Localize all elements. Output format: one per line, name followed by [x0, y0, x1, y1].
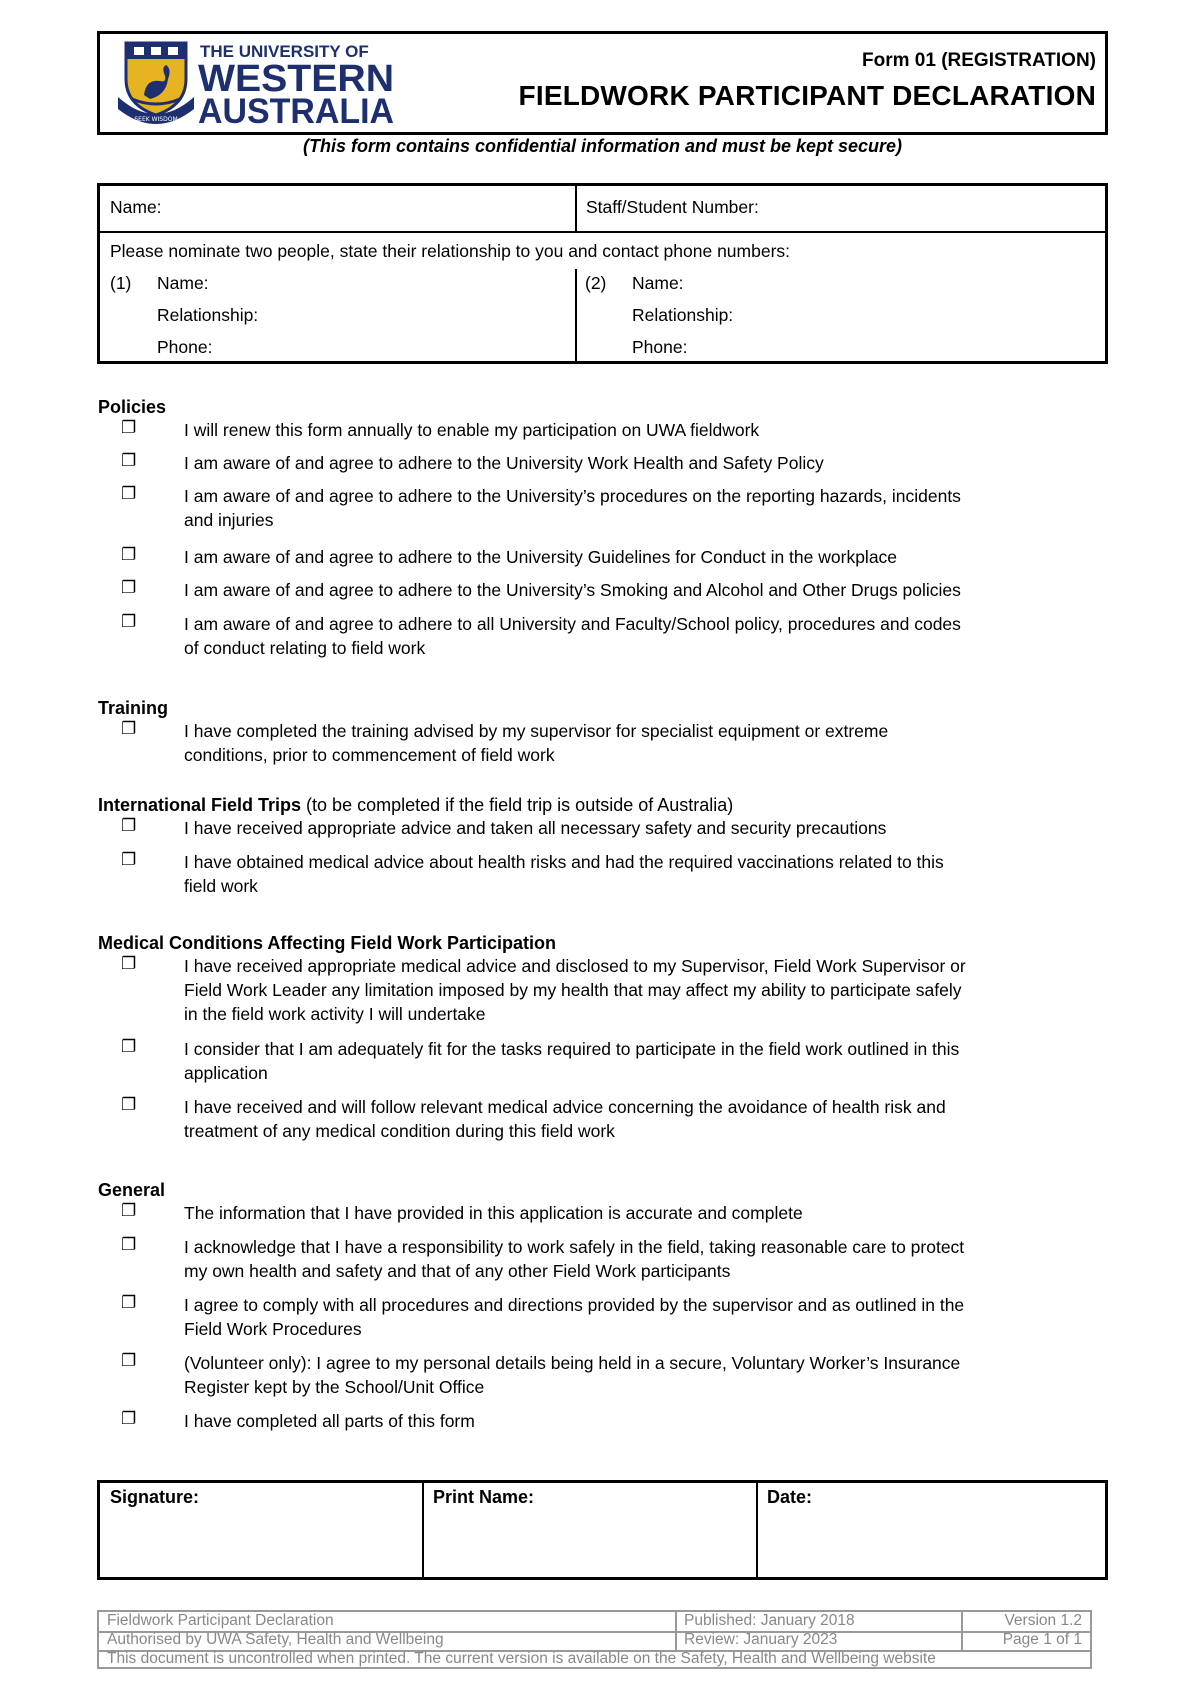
checklist-item-line: I have received appropriate medical advice and disclosed to my Supervisor, Field Work Supervisor or: [184, 956, 966, 976]
table-divider: [756, 1483, 758, 1577]
participant-details-table: [97, 183, 1108, 364]
checkbox[interactable]: ❐: [121, 1235, 137, 1254]
checkbox[interactable]: ❐: [121, 954, 137, 973]
section-title-international: [98, 795, 733, 816]
date-label: Date:: [767, 1487, 813, 1507]
checklist-item-line: field work: [184, 876, 258, 896]
checkbox[interactable]: ❐: [121, 1201, 137, 1220]
checklist-item-text: [184, 1095, 1104, 1143]
table-divider: [575, 269, 577, 361]
checklist-item-text: I am aware of and agree to adhere to the University Guidelines for Conduct in the workplace: [184, 547, 898, 567]
print-name-field[interactable]: [433, 1487, 534, 1508]
university-name-line3: AUSTRALIA: [198, 92, 394, 127]
section-title-general: [98, 1180, 165, 1201]
table-divider: [422, 1483, 424, 1577]
contact-relationship-label: Relationship:: [632, 305, 734, 325]
footer-uncontrolled-note: This document is uncontrolled when printed. The current version is available on the Safety, Health and Wellbeing website: [107, 1650, 936, 1667]
checklist-item-line: my own health and safety and that of any other Field Work participants: [184, 1261, 731, 1281]
date-field[interactable]: [767, 1487, 812, 1508]
checklist-item-line: of conduct relating to field work: [184, 638, 426, 658]
checkbox[interactable]: ❐: [121, 719, 137, 738]
checklist-item-text: I have completed all parts of this form: [184, 1411, 475, 1431]
checklist-item-line: application: [184, 1063, 268, 1083]
checklist-item-line: I am aware of and agree to adhere to all University and Faculty/School policy, procedures and codes: [184, 614, 961, 634]
footer-published: Published: January 2018: [684, 1612, 855, 1629]
form-id: Form 01 (REGISTRATION): [862, 50, 1096, 71]
crest-motto: SEEK WISDOM: [134, 116, 178, 123]
checkbox[interactable]: ❐: [121, 850, 137, 869]
checkbox[interactable]: ❐: [121, 816, 137, 835]
checkbox[interactable]: ❐: [121, 545, 137, 564]
checklist-item-text: [184, 1037, 1104, 1085]
checklist-item-line: (Volunteer only): I agree to my personal details being held in a secure, Voluntary Worker’s Insurance: [184, 1353, 961, 1373]
checklist-item-line: Field Work Leader any limitation imposed by my health that may affect my ability to participate safely: [184, 980, 962, 1000]
checklist-item-text: [184, 850, 1104, 898]
footer-authorised: Authorised by UWA Safety, Health and Wellbeing: [107, 1631, 444, 1648]
uwa-logo: [116, 39, 396, 127]
checklist-item-line: I am aware of and agree to adhere to the University’s procedures on the reporting hazards, incidents: [184, 486, 961, 506]
section-title-policies: [98, 397, 166, 418]
checklist-item-text: [184, 1293, 1104, 1341]
checklist-item-line: Register kept by the School/Unit Office: [184, 1377, 485, 1397]
contact-1-phone-field[interactable]: [157, 337, 212, 358]
checklist-item-text: The information that I have provided in this application is accurate and complete: [184, 1203, 803, 1223]
footer-divider: [675, 1612, 677, 1650]
contact-name-label: Name:: [157, 273, 209, 293]
contact-relationship-label: Relationship:: [157, 305, 259, 325]
checkbox[interactable]: ❐: [121, 578, 137, 597]
checkbox[interactable]: ❐: [121, 484, 137, 503]
checkbox[interactable]: ❐: [121, 1095, 137, 1114]
table-divider: [575, 186, 577, 231]
form-title: FIELDWORK PARTICIPANT DECLARATION: [518, 80, 1096, 111]
checklist-item-text: [184, 484, 1104, 532]
checklist-item-line: in the field work activity I will undertake: [184, 1004, 486, 1024]
contact-phone-label: Phone:: [157, 337, 213, 357]
university-name-line2: WESTERN: [198, 58, 394, 100]
contact-phone-label: Phone:: [632, 337, 688, 357]
staff-number-field[interactable]: [586, 197, 759, 218]
section-title-training: [98, 698, 168, 719]
contact-1-name-field[interactable]: [157, 273, 209, 294]
confidential-note: (This form contains confidential information and must be kept secure): [302, 136, 903, 156]
checklist-item-line: Field Work Procedures: [184, 1319, 362, 1339]
checklist-item-text: [184, 1351, 1104, 1399]
checklist-item-line: I have received and will follow relevant medical advice concerning the avoidance of health risk and: [184, 1097, 946, 1117]
section-title-text: Policies: [98, 397, 167, 417]
contact-2-phone-field[interactable]: [632, 337, 687, 358]
checklist-item-text: I will renew this form annually to enable my participation on UWA fieldwork: [184, 420, 760, 440]
footer-review: Review: January 2023: [684, 1631, 838, 1648]
checklist-item-line: I agree to comply with all procedures and directions provided by the supervisor and as outlined in the: [184, 1295, 965, 1315]
checklist-item-line: treatment of any medical condition during this field work: [184, 1121, 615, 1141]
checkbox[interactable]: ❐: [121, 1351, 137, 1370]
checklist-item-line: I consider that I am adequately fit for the tasks required to participate in the field work outlined in this: [184, 1039, 960, 1059]
checklist-item-text: I am aware of and agree to adhere to the University’s Smoking and Alcohol and Other Drugs policies: [184, 580, 961, 600]
footer-divider: [961, 1612, 963, 1650]
section-title-text: General: [98, 1180, 166, 1200]
table-divider: [100, 231, 1105, 233]
document-footer: [97, 1610, 1092, 1669]
checklist-item-line: I have obtained medical advice about health risks and had the required vaccinations related to this: [184, 852, 944, 872]
signature-field[interactable]: [110, 1487, 199, 1508]
checkbox[interactable]: ❐: [121, 1037, 137, 1056]
contact-2-relationship-field[interactable]: [632, 305, 733, 326]
checklist-item-text: I am aware of and agree to adhere to the University Work Health and Safety Policy: [184, 453, 824, 473]
checklist-item-text: [184, 954, 1104, 1026]
footer-doc-name: Fieldwork Participant Declaration: [107, 1612, 334, 1629]
section-title-note: (to be completed if the field trip is outside of Australia): [306, 795, 734, 815]
signature-label: Signature:: [110, 1487, 200, 1507]
name-field[interactable]: [110, 197, 162, 218]
print-name-label: Print Name:: [433, 1487, 535, 1507]
staff-number-label: Staff/Student Number:: [586, 197, 759, 217]
section-title-medical: [98, 933, 556, 954]
checkbox[interactable]: ❐: [121, 418, 137, 437]
checklist-item-text: [184, 719, 1104, 767]
checkbox[interactable]: ❐: [121, 1293, 137, 1312]
contact-2-index: (2): [585, 273, 607, 293]
checklist-item-text: [184, 1235, 1104, 1283]
uwa-crest-icon: [116, 39, 396, 127]
section-title-text: Training: [98, 698, 169, 718]
university-name-line1: THE UNIVERSITY OF: [200, 42, 369, 61]
checklist-item-line: I have completed the training advised by my supervisor for specialist equipment or extreme: [184, 721, 889, 741]
signature-table: [97, 1480, 1108, 1580]
checklist-item-line: and injuries: [184, 510, 274, 530]
footer-page: Page 1 of 1: [1002, 1631, 1082, 1648]
section-title-text: Medical Conditions Affecting Field Work Participation: [98, 933, 557, 953]
section-title-text: International Field Trips: [98, 795, 302, 815]
checkbox[interactable]: ❐: [121, 1409, 137, 1428]
nominate-instruction: Please nominate two people, state their relationship to you and contact phone numbers:: [110, 241, 791, 261]
contact-1-index: (1): [110, 273, 132, 293]
checkbox[interactable]: ❐: [121, 451, 137, 470]
footer-version: Version 1.2: [1004, 1612, 1082, 1629]
name-label: Name:: [110, 197, 162, 217]
checklist-item-line: I acknowledge that I have a responsibility to work safely in the field, taking reasonable care to protect: [184, 1237, 965, 1257]
contact-name-label: Name:: [632, 273, 684, 293]
checklist-item-text: I have received appropriate advice and taken all necessary safety and security precautions: [184, 818, 887, 838]
checklist-item-text: [184, 612, 1104, 660]
contact-1-relationship-field[interactable]: [157, 305, 258, 326]
checklist-item-line: conditions, prior to commencement of field work: [184, 745, 555, 765]
checkbox[interactable]: ❐: [121, 612, 137, 631]
contact-2-name-field[interactable]: [632, 273, 684, 294]
